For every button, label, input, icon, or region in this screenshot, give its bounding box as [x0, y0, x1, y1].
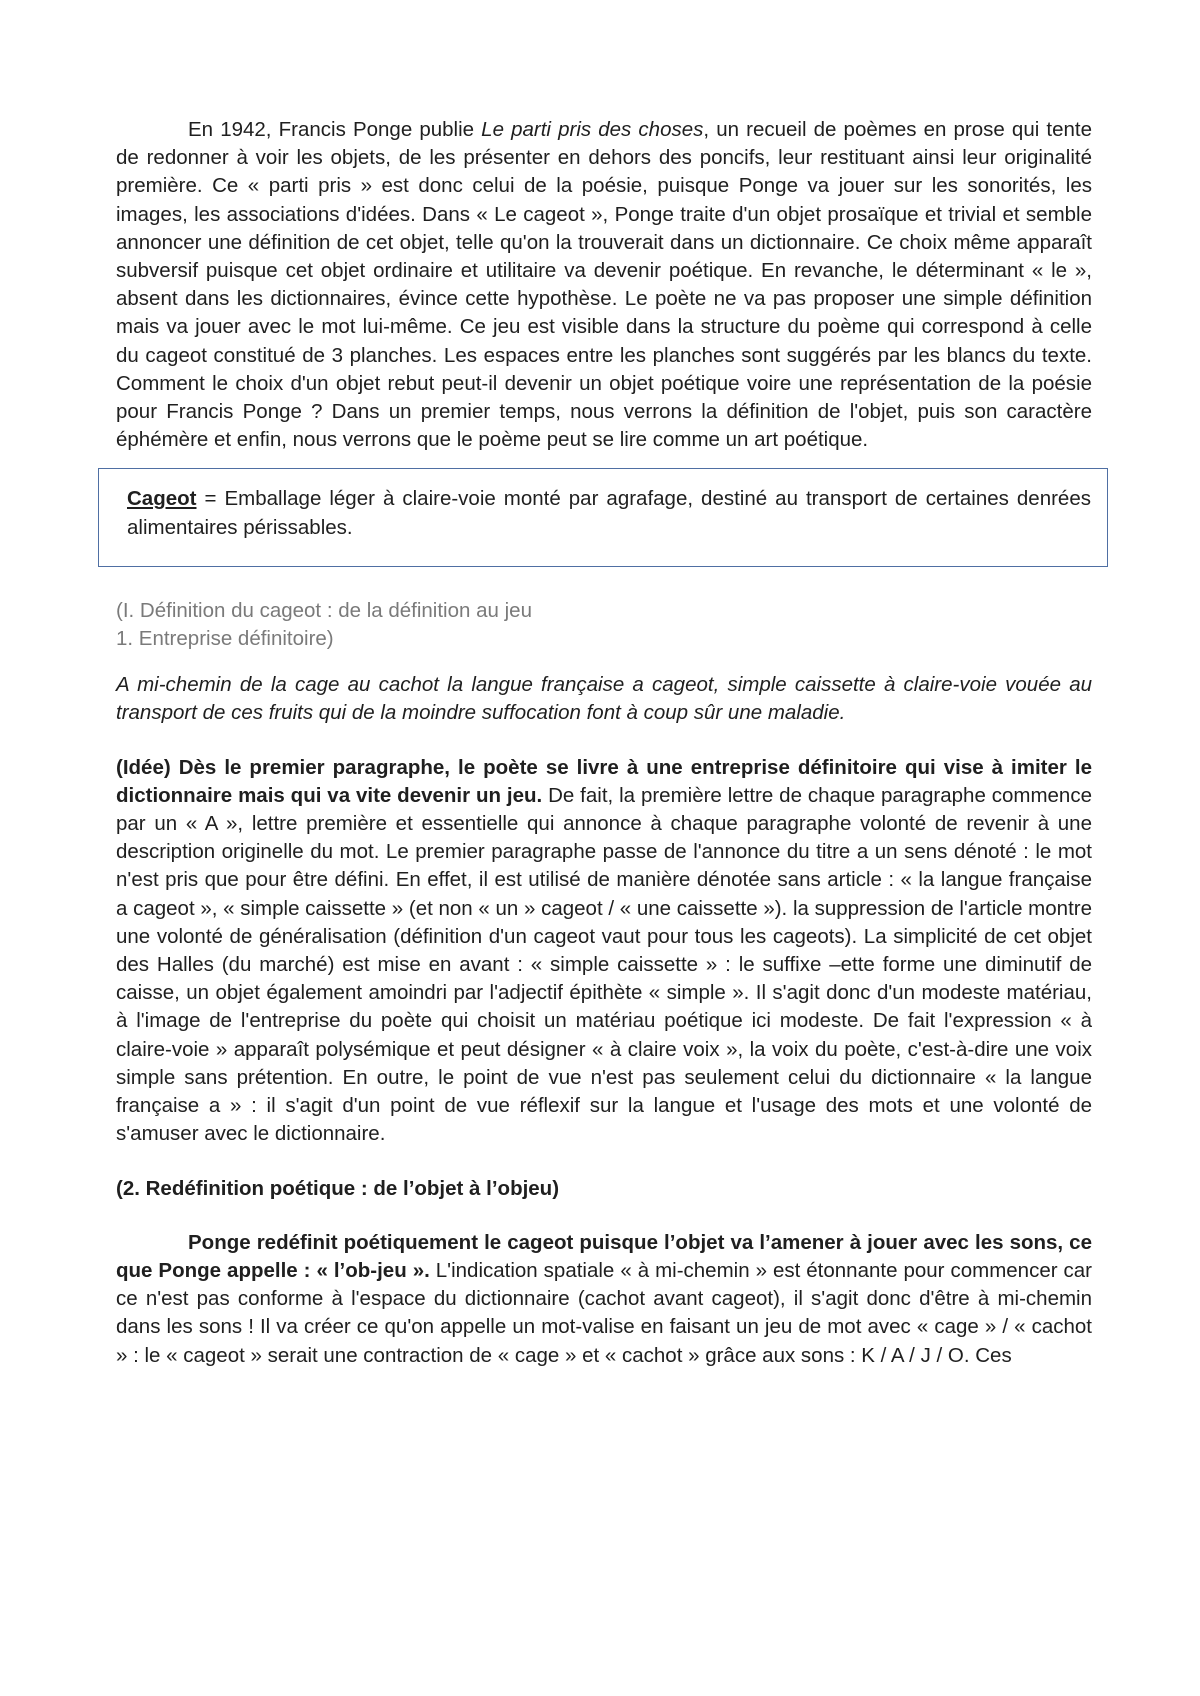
outline-line-2: 1. Entreprise définitoire): [116, 627, 334, 651]
analysis-2-text: L'indication spatiale « à mi-chemin » est étonnante pour commencer car ce n'est pas conforme à l'espace du dictionnaire (cachot avant cageot), il s'agit donc d'être à mi-chemin dans les sons ! Il va créer ce qu'on appelle un mot-valise en faisant un jeu de mot avec « cage » / « cachot » : le « cageot » serait une contraction de « cage » et « cachot » grâce aux sons : K / A / J / O. Ces: [116, 1258, 1093, 1367]
analysis-1-idea: (Idée) Dès le premier paragraphe, le poète se livre à une entreprise définitoire qui vise à imiter le dictionnaire mais qui va vite devenir un jeu.: [116, 755, 1092, 807]
book-title: Le parti pris des choses: [481, 118, 704, 141]
intro-paragraph: [116, 116, 1092, 454]
analysis-paragraph-2: [116, 1229, 1092, 1370]
document-page: [116, 116, 1092, 1370]
subsection-heading: (2. Redéfinition poétique : de l’objet à l’objeu): [116, 1176, 560, 1200]
intro-text-rest: , un recueil de poèmes en prose qui tente de redonner à voir les objets, de les présenter en dehors des poncifs, leur restituant ainsi leur originalité première. Ce « parti pris » est donc celui de la poésie, puisque Ponge va jouer sur les sonorités, les images, les associations d'idées. Dans « Le cageot », Ponge traite d'un objet prosaïque et trivial et semble annoncer une définition de cet objet, telle qu'on la trouverait dans un dictionnaire. Ce choix même apparaît subversif puisque cet objet ordinaire et utilitaire va devenir poétique. En revanche, le déterminant « le », absent dans les dictionnaires, évince cette hypothèse. Le poète ne va pas proposer une simple définition mais va jouer avec le mot lui-même. Ce jeu est visible dans la structure du poème qui correspond à celle du cageot constitué de 3 planches. Les espaces entre les planches sont suggérés par les blancs du texte. Comment le choix d'un objet rebut peut-il devenir un objet poétique voire une représentation de la poésie pour Francis Ponge ? Dans un premier temps, nous verrons la définition de l'objet, puis son caractère éphémère et enfin, nous verrons que le poème peut se lire comme un art poétique.: [116, 118, 1092, 452]
poem-quote: A mi-chemin de la cage au cachot la langue française a cageot, simple caissette à claire-voie vouée au transport de ces fruits qui de la moindre suffocation font à coup sûr une maladie.: [116, 673, 1092, 725]
analysis-2-idea: Ponge redéfinit poétiquement le cageot puisque l’objet va l’amener à jouer avec les sons, ce que Ponge appelle : « l’ob-jeu ».: [116, 1230, 1092, 1282]
analysis-1-text: De fait, la première lettre de chaque paragraphe commence par un « A », lettre première et essentielle qui annonce à chaque paragraphe volonté de revenir à une description originelle du mot. Le premier paragraphe passe de l'annonce du titre a un sens dénoté : le mot n'est pris que pour être défini. En effet, il est utilisé de manière dénotée sans article : « la langue française a cageot », « simple caissette » (et non « un » cageot / « une caissette »). la suppression de l'article montre une volonté de généralisation (définition d'un cageot vaut pour tous les cageots). La simplicité de cet objet des Halles (du marché) est mise en avant : « simple caissette » : le suffixe –ette forme une diminutif de caisse, un objet également amoindri par l'adjectif épithète « simple ». Il s'agit donc d'un modeste matériau, à l'image de l'entreprise du poète qui choisit un matériau poétique ici modeste. De fait l'expression « à claire-voie » apparaît polysémique et peut désigner « à claire voix », la voix du poète, c'est-à-dire une voix simple sans prétention. En outre, le point de vue n'est pas seulement celui du dictionnaire « la langue française a » : il s'agit d'un point de vue réflexif sur la langue et l'usage des mots et une volonté de s'amuser avec le dictionnaire.: [116, 783, 1092, 1146]
definition-box: [98, 468, 1108, 566]
definition-body: = Emballage léger à claire-voie monté par agrafage, destiné au transport de certaines denrées alimentaires périssables.: [127, 487, 1091, 539]
analysis-paragraph-1: [116, 754, 1092, 1149]
definition-text: [127, 485, 1091, 541]
section-outline: [116, 597, 1092, 653]
outline-line-1: (I. Définition du cageot : de la définition au jeu: [116, 598, 532, 622]
definition-term: Cageot: [127, 487, 197, 511]
intro-text-start: En 1942, Francis Ponge publie: [188, 118, 482, 141]
